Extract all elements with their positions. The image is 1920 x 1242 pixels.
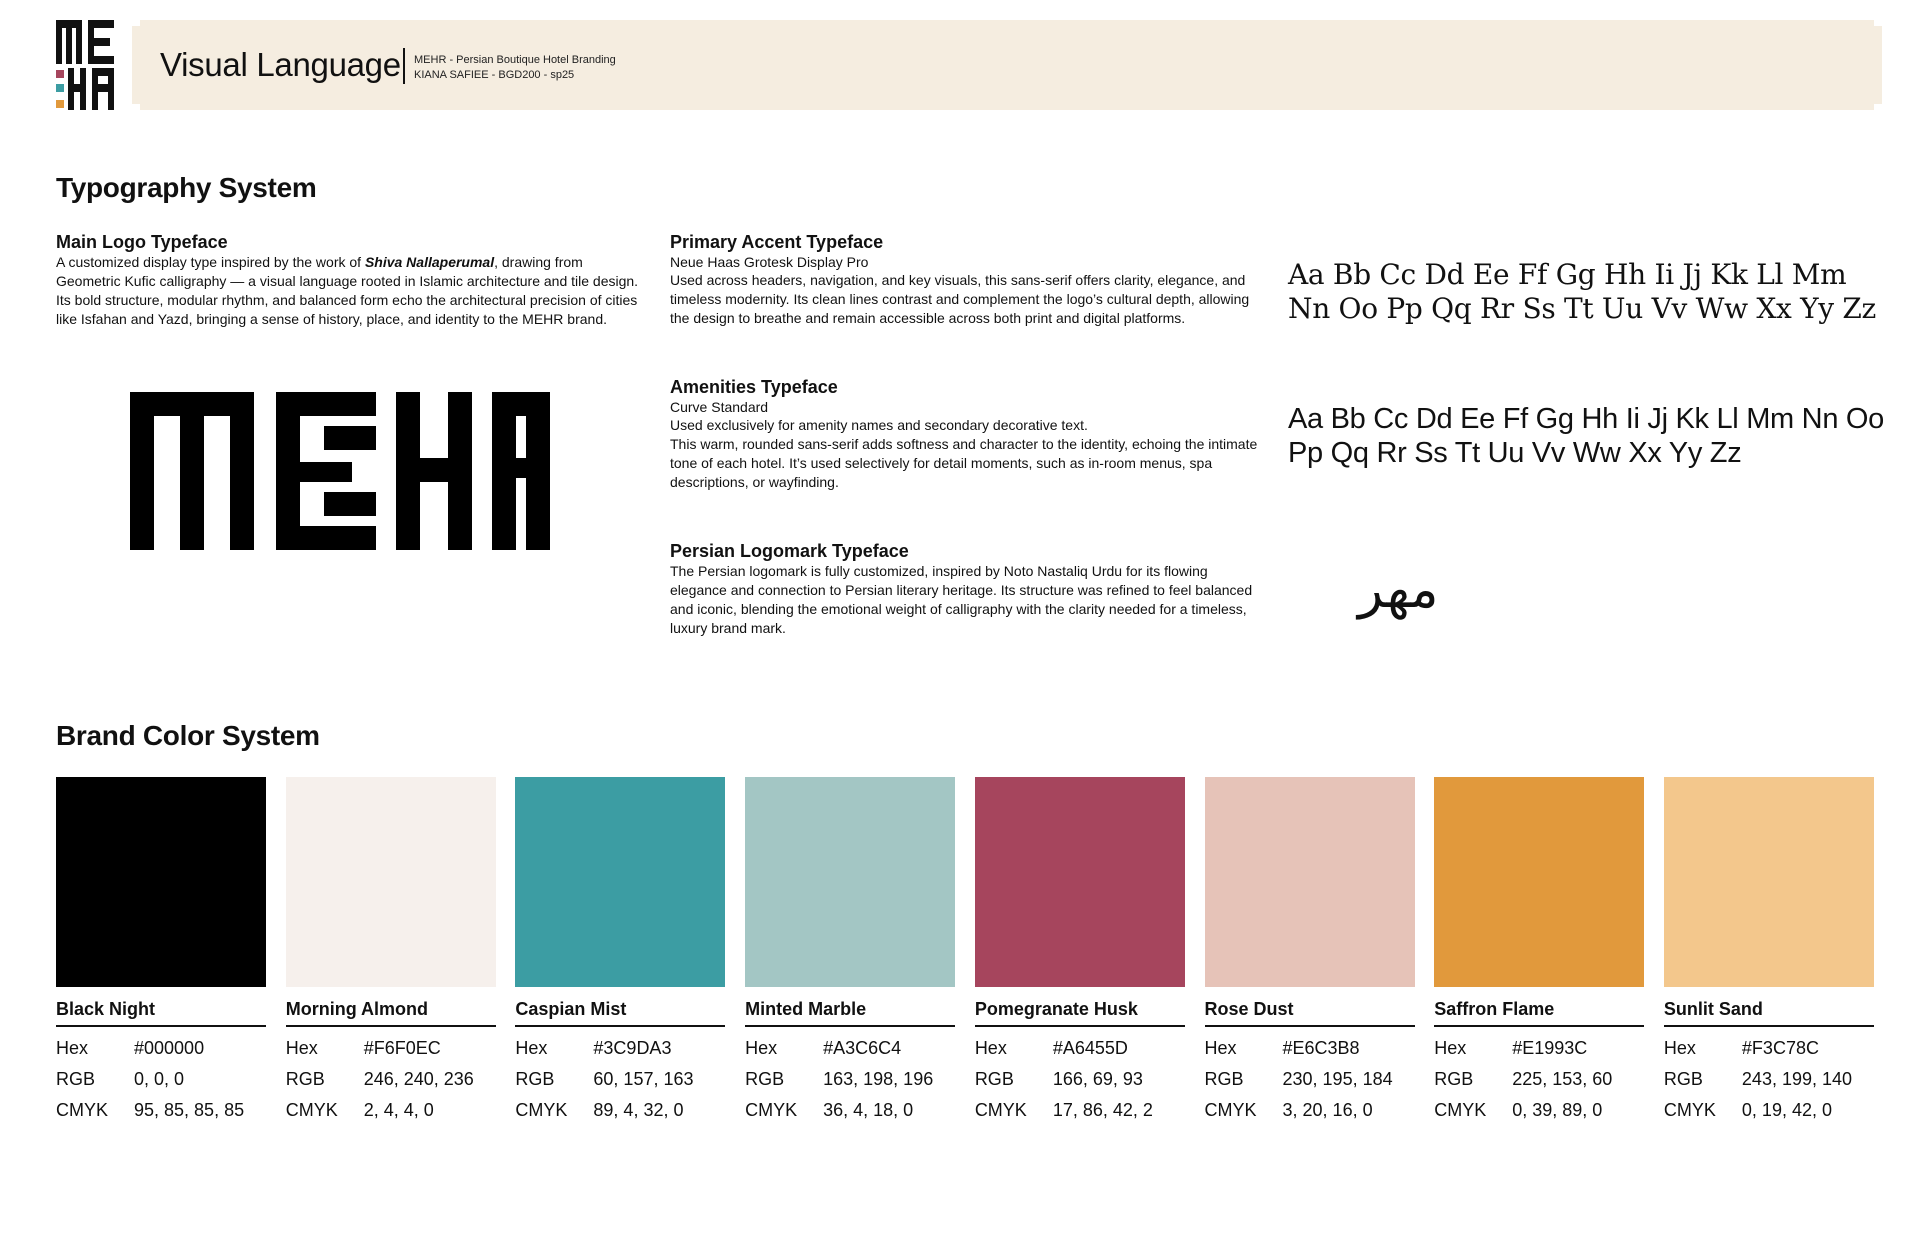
sans-specimen: Aa Bb Cc Dd Ee Ff Gg Hh Ii Jj Kk Ll Mm Nn Oo Pp Qq Rr Ss Tt Uu Vv Ww Xx Yy Zz — [1288, 403, 1884, 469]
amenities-text-line1: Used exclusively for amenity names and secondary decorative text. — [670, 417, 1088, 433]
swatch-name: Saffron Flame — [1434, 999, 1644, 1027]
hex-row: Hex #A6455D — [974, 1038, 1128, 1058]
color-swatch — [1434, 777, 1644, 1120]
swatch-name: Sunlit Sand — [1664, 999, 1874, 1027]
rgb-row: RGB 225, 153, 60 — [1434, 1069, 1613, 1089]
hex-row: Hex #A3C6C4 — [745, 1038, 902, 1058]
color-chip — [1434, 777, 1644, 987]
color-chip — [515, 777, 725, 987]
main-logo-text: A customized display type inspired by the work of Shiva Nallaperumal, drawing from Geometric Kufic calligraphy — a visual language rooted in Islamic architecture and tile design. Its bold structure, modular rhythm, and balanced form echo the architectural precision of cities like Isfahan and Yazd, bringing a sense of history, place, and identity to the MEHR brand. — [56, 254, 639, 327]
amenities-text-line2: This warm, rounded sans-serif adds softness and character to the identity, echoing the intimate tone of each hotel. It’s used selectively for detail moments, such as in-room menus, spa descriptions, or wayfinding. — [670, 436, 1258, 490]
persian-title: Persian Logomark Typeface — [670, 541, 909, 561]
color-swatch — [745, 777, 955, 1120]
primary-accent-block — [670, 231, 1260, 328]
rgb-row: RGB 243, 199, 140 — [1663, 1069, 1853, 1089]
amenities-font: Curve Standard — [670, 399, 769, 415]
hex-row: Hex #F6F0EC — [285, 1038, 441, 1058]
color-chip — [1664, 777, 1874, 987]
rgb-row: RGB 246, 240, 236 — [285, 1069, 474, 1089]
serif-specimen: Aa Bb Cc Dd Ee Ff Gg Hh Ii Jj Kk Ll Mm Nn Oo Pp Qq Rr Ss Tt Uu Vv Ww Xx Yy Zz — [1288, 258, 1876, 325]
typography-section-title: Typography System — [56, 172, 317, 203]
color-chip — [975, 777, 1185, 987]
rgb-row: RGB 0, 0, 0 — [56, 1069, 185, 1089]
swatch-name: Black Night — [56, 999, 266, 1027]
primary-accent-title: Primary Accent Typeface — [670, 232, 884, 252]
color-swatch — [1205, 777, 1415, 1120]
amenities-title: Amenities Typeface — [670, 377, 838, 397]
color-swatch — [286, 777, 496, 1120]
rgb-row: RGB 60, 157, 163 — [515, 1069, 694, 1089]
header-subtitle — [414, 53, 616, 83]
color-chip — [56, 777, 266, 987]
cmyk-row: CMYK 95, 85, 85, 85 — [56, 1100, 245, 1120]
swatch-name: Rose Dust — [1205, 999, 1415, 1027]
cmyk-row: CMYK 2, 4, 4, 0 — [285, 1100, 434, 1120]
amenities-block — [670, 376, 1260, 492]
mehr-main-logo — [130, 392, 550, 550]
swatch-name: Morning Almond — [286, 999, 496, 1027]
persian-block — [670, 540, 1260, 638]
colors-section-title: Brand Color System — [56, 720, 320, 751]
main-logo-block — [56, 231, 650, 329]
swatch-name: Minted Marble — [745, 999, 955, 1027]
cmyk-row: CMYK 36, 4, 18, 0 — [745, 1100, 914, 1120]
color-chip — [1205, 777, 1415, 987]
page-title: Visual Language — [160, 46, 401, 83]
persian-logomark: مهر — [1358, 560, 1439, 620]
persian-text: The Persian logomark is fully customized, inspired by Noto Nastaliq Urdu for its flowing elegance and connection to Persian literary heritage. Its structure was refined to feel balanced and iconic, blending the emotional weight of calligraphy with the clarity needed for a timeless, luxury brand mark. — [670, 563, 1253, 636]
cmyk-row: CMYK 89, 4, 32, 0 — [515, 1100, 684, 1120]
color-swatch — [1664, 777, 1874, 1120]
primary-accent-text: Used across headers, navigation, and key visuals, this sans-serif offers clarity, elegance, and timeless modernity. Its clean lines contrast and complement the logo’s cultural depth, allowing the design to breathe and remain accessible across both print and digital platforms. — [670, 272, 1250, 326]
color-chip — [286, 777, 496, 987]
cmyk-row: CMYK 0, 19, 42, 0 — [1663, 1100, 1832, 1120]
header-subtitle-line2: KIANA SAFIEE - BGD200 - sp25 — [414, 69, 575, 81]
rgb-row: RGB 163, 198, 196 — [745, 1069, 934, 1089]
swatch-name: Caspian Mist — [515, 999, 725, 1027]
primary-accent-font: Neue Haas Grotesk Display Pro — [670, 254, 869, 270]
header-subtitle-line1: MEHR - Persian Boutique Hotel Branding — [414, 54, 616, 66]
color-swatch — [56, 777, 266, 1120]
main-logo-title: Main Logo Typeface — [56, 232, 228, 252]
color-swatch — [975, 777, 1185, 1120]
color-swatch-grid — [56, 777, 1874, 1120]
mehr-logo-icon — [56, 20, 118, 110]
hex-row: Hex #E1993C — [1434, 1038, 1588, 1058]
hex-row: Hex #3C9DA3 — [515, 1038, 672, 1058]
hex-row: Hex #000000 — [56, 1038, 205, 1058]
color-swatch — [515, 777, 725, 1120]
hex-row: Hex #F3C78C — [1663, 1038, 1819, 1058]
rgb-row: RGB 166, 69, 93 — [974, 1069, 1143, 1089]
cmyk-row: CMYK 3, 20, 16, 0 — [1204, 1100, 1373, 1120]
header-divider — [403, 48, 405, 84]
swatch-name: Pomegranate Husk — [975, 999, 1185, 1027]
cmyk-row: CMYK 0, 39, 89, 0 — [1434, 1100, 1603, 1120]
rgb-row: RGB 230, 195, 184 — [1204, 1069, 1393, 1089]
cmyk-row: CMYK 17, 86, 42, 2 — [974, 1100, 1153, 1120]
color-chip — [745, 777, 955, 987]
hex-row: Hex #E6C3B8 — [1204, 1038, 1360, 1058]
